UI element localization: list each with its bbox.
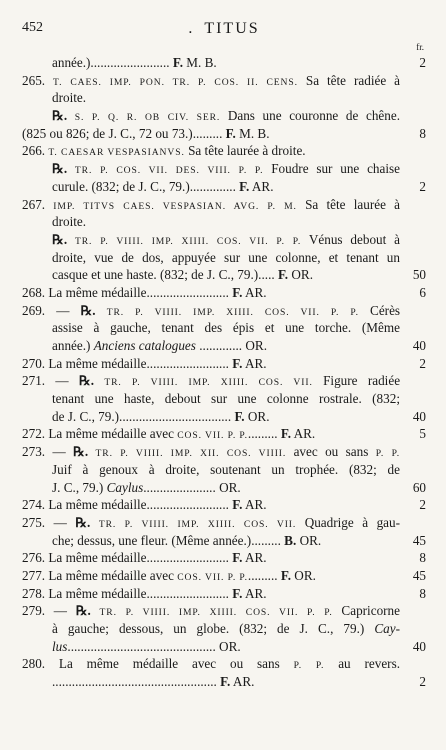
legend: TR. P. VIIII. IMP. XIIII. COS. VII. <box>98 518 297 530</box>
entry-number: 272. <box>22 426 46 442</box>
entry-continuation: année.)........................ F. M. B. 2 <box>52 55 426 70</box>
value: 8 <box>419 550 426 566</box>
entry-277: 277. La même médaille avec COS. VII. P. P.......... F. OR. 45 <box>22 567 426 583</box>
entry-number: 279. <box>22 603 46 619</box>
entry-number: 280. <box>22 656 46 672</box>
entry-number: 269. <box>22 302 46 318</box>
value: 8 <box>419 125 426 141</box>
entry-number: 278. <box>22 585 46 601</box>
value: 40 <box>412 408 426 424</box>
entry-275: 275. — ℞. TR. P. VIIII. IMP. XIIII. COS. VII. Quadrige à gau- che; dessus, une fleur. (Même année.)......... B. OR. 45 <box>22 514 426 548</box>
reverse-mark: ℞. <box>52 161 68 177</box>
value: 50 <box>412 267 426 283</box>
entry-266: 266. T. CAESAR VESPASIANVS. Sa tête laurée à droite. <box>22 143 306 159</box>
legend: T. CAESAR VESPASIANVS. <box>48 147 185 159</box>
legend: TR. P. VIIII. IMP. XIIII. COS. VII. <box>104 377 313 389</box>
entry-273: 273. — ℞. TR. P. VIIII. IMP. XII. COS. VIIII. avec ou sans P. P. Juif à genoux à droite, soutenant un trophée. (832; de J. C., 79.) Caylus...................... OR. 60 <box>22 444 426 495</box>
entry-265-reverse: ℞. S. P. Q. R. OB CIV. SER. Dans une couronne de chêne. (825 ou 826; de J. C., 72 ou 73.)......... F. M. B. 8 <box>22 108 426 141</box>
legend: COS. VII. P. P. <box>177 571 248 583</box>
entry-274: 274. La même médaille......................... F. AR. 2 <box>22 497 426 513</box>
reverse-mark: ℞. <box>80 302 96 318</box>
reverse-mark: ℞. <box>78 373 95 389</box>
entry-271: 271. — ℞. TR. P. VIIII. IMP. XIIII. COS. VII. Figure radiée tenant une haste, debout sur une colonne rostrale. (832; de J. C., 79.).................................. F. OR. 40 <box>22 373 426 424</box>
entry-number: 271. <box>22 373 46 389</box>
entry-number: 276. <box>22 550 46 566</box>
value: 5 <box>419 426 426 442</box>
entry-number: 273. <box>22 444 46 460</box>
page-number: 452 <box>22 20 43 35</box>
value: 6 <box>419 284 426 300</box>
legend: IMP. TITVS CAES. VESPASIAN. AVG. P. M. <box>53 200 297 212</box>
reverse-mark: ℞. <box>75 603 91 619</box>
value: 2 <box>419 355 426 371</box>
legend: T. CAES. IMP. PON. TR. P. COS. II. CENS. <box>53 76 298 88</box>
legend: TR. P. VIIII. IMP. XII. COS. VIIII. <box>95 448 287 460</box>
entry-276: 276. La même médaille......................... F. AR. 8 <box>22 550 426 566</box>
value: 2 <box>419 674 426 690</box>
legend: TR. P. VIIII. IMP. XIIII. COS. VII. P. P. <box>99 607 333 619</box>
legend: TR. P. VIIII. IMP. XIIII. COS. VII. P. P. <box>74 235 302 247</box>
entry-280: 280. La même médaille avec ou sans P. P. au revers. .................................................. F. AR. 2 <box>22 656 426 690</box>
entry-number: 275. <box>22 514 46 530</box>
legend: COS. VII. P. P. <box>177 430 248 442</box>
legend: P. P. <box>293 660 325 672</box>
value: 40 <box>412 338 426 353</box>
entry-269: 269. — ℞. TR. P. VIIII. IMP. XIIII. COS. VII. P. P. Cérès assise à gauche, tenant des épis et une torche. (Même année.) Anciens catalogues ............. OR. 40 <box>22 302 426 353</box>
value: 2 <box>419 497 426 513</box>
reverse-mark: ℞. <box>52 108 68 124</box>
entry-267: 267. IMP. TITVS CAES. VESPASIAN. AVG. P. M. Sa tête laurée à droite. <box>22 196 400 230</box>
running-title: . TITUS <box>188 20 260 37</box>
value: 2 <box>419 55 426 70</box>
reverse-mark: ℞. <box>75 514 91 530</box>
coin-entries <box>0 54 446 691</box>
entry-number: 265. <box>22 72 46 88</box>
page-header <box>22 20 426 52</box>
entry-number: 266. <box>22 143 46 159</box>
entry-number: 270. <box>22 355 46 371</box>
value: 45 <box>412 567 426 583</box>
value: 45 <box>412 532 426 548</box>
legend: S. P. Q. R. OB CIV. SER. <box>74 112 221 124</box>
value: 2 <box>419 178 426 194</box>
entry-267-reverse: ℞. TR. P. VIIII. IMP. XIIII. COS. VII. P. P. Vénus debout à droite, vue de dos, appuyée sur une colonne, et tenant un casque et une haste. (832; de J. C., 79.)..... F. OR. 50 <box>52 231 426 283</box>
entry-278: 278. La même médaille......................... F. AR. 8 <box>22 585 426 601</box>
value: 40 <box>412 638 426 654</box>
entry-270: 270. La même médaille......................... F. AR. 2 <box>22 355 426 371</box>
entry-number: 274. <box>22 497 46 513</box>
value-unit-label: fr. <box>416 42 424 52</box>
legend: TR. P. COS. VII. DES. VIII. P. P. <box>74 165 264 177</box>
entry-279: 279. — ℞. TR. P. VIIII. IMP. XIIII. COS. VII. P. P. Capricorne à gauche; dessous, un globe. (832; de J. C., 79.) Cay- lus............................................. OR. 40 <box>22 603 426 654</box>
entry-268: 268. La même médaille......................... F. AR. 6 <box>22 284 426 300</box>
reverse-mark: ℞. <box>52 231 68 247</box>
entry-265: 265. T. CAES. IMP. PON. TR. P. COS. II. CENS. Sa tête radiée à droite. <box>22 72 400 106</box>
legend: TR. P. VIIII. IMP. XIIII. COS. VII. P. P. <box>106 306 359 318</box>
value: 8 <box>419 585 426 601</box>
entry-number: 267. <box>22 196 46 212</box>
entry-272: 272. La même médaille avec COS. VII. P. P.......... F. AR. 5 <box>22 426 426 442</box>
value: 60 <box>412 479 426 495</box>
entry-number: 277. <box>22 567 46 583</box>
running-title-text: TITUS <box>204 20 260 37</box>
reverse-mark: ℞. <box>73 444 89 460</box>
entry-266-reverse: ℞. TR. P. COS. VII. DES. VIII. P. P. Foudre sur une chaise curule. (832; de J. C., 79.).............. F. AR. 2 <box>52 161 426 194</box>
entry-number: 268. <box>22 284 46 300</box>
